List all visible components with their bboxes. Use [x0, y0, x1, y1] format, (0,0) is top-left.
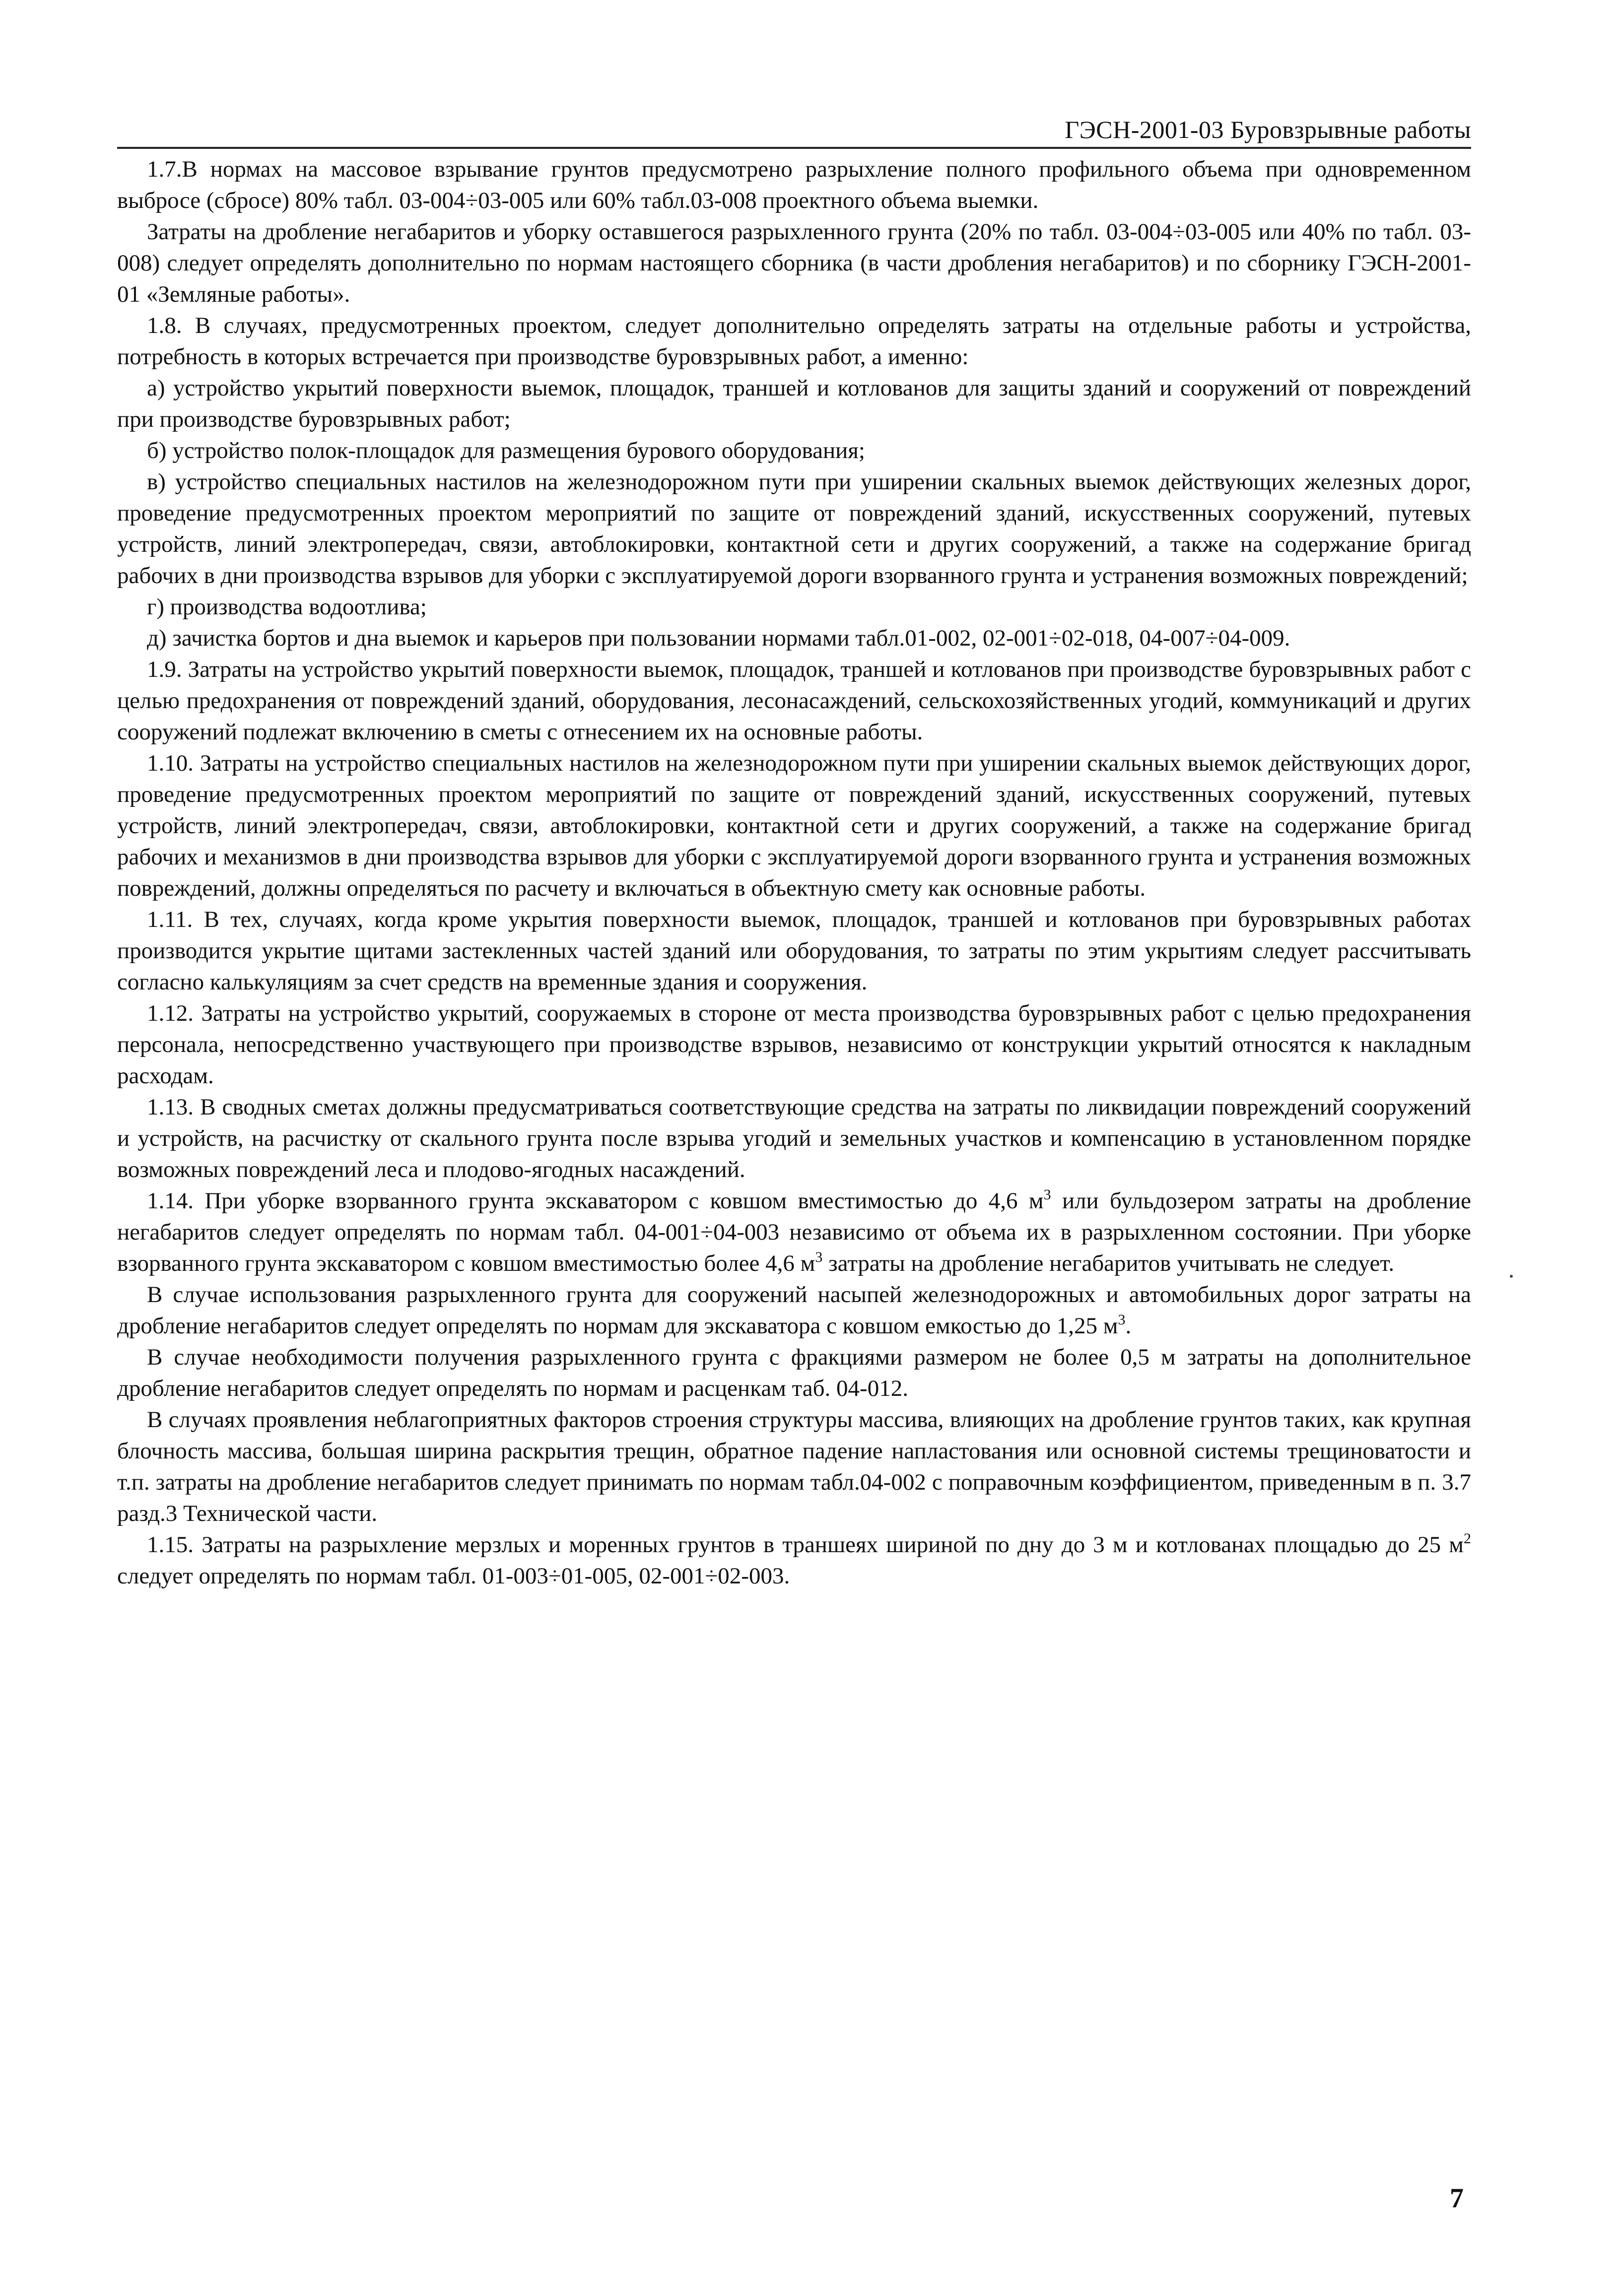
superscript-square: 2 [1464, 1530, 1471, 1547]
superscript-cube: 3 [815, 1249, 823, 1265]
paragraph-1-14-part3: затраты на дробление негабаритов учитывать не следует. [822, 1250, 1395, 1276]
paragraph-1-9: 1.9. Затраты на устройство укрытий поверхности выемок, площадок, траншей и котлованов при производстве буровзрывных работ с целью предохранения от повреждений зданий, оборудования, лесонасаждений, сельскохозяйственных угодий, коммуникаций и других сооружений подлежат включению в сметы с отнесением их на основные работы. [117, 656, 1471, 745]
paragraph-embankments [117, 1279, 1471, 1342]
page-header [117, 115, 1471, 149]
superscript-cube: 3 [1043, 1186, 1051, 1203]
paragraph-1-15-part1: 1.15. Затраты на разрыхление мерзлых и моренных грунтов в траншеях шириной по дну до 3 м и котлованах площадью до 25 м [147, 1532, 1464, 1558]
paragraph-1-7-costs: Затраты на дробление негабаритов и уборку оставшегося разрыхленного грунта (20% по табл. 03-004÷03-005 или 40% по табл. 03-008) следует определять дополнительно по нормам настоящего сборника (в части дробления негабаритов) и по сборнику ГЭСН-2001-01 «Земляные работы». [117, 219, 1471, 307]
paragraph-embankments-end: . [1125, 1313, 1132, 1339]
list-item-b: б) устройство полок-площадок для размещения бурового оборудования; [147, 438, 865, 463]
header-title: ГЭСН-2001-03 Буровзрывные работы [1065, 116, 1471, 143]
list-item-g: г) производства водоотлива; [147, 594, 427, 620]
paragraph-1-14-part1: 1.14. При уборке взорванного грунта экскаватором с ковшом вместимостью до 4,6 м [147, 1188, 1044, 1214]
paragraph-1-14-part2: или бульдозером затраты на дробление негабаритов следует определять по нормам табл. 04-001÷04-003 независимо от объема их в разрыхленном состоянии. При уборке взорванного грунта экскаватором с ковшом вместимостью более 4,6 м [117, 1188, 1471, 1276]
paragraph-embankments-text: В случае использования разрыхленного грунта для сооружений насыпей железнодорожных и автомобильных дорог затраты на дробление негабаритов следует определять по нормам для экскаватора с ковшом емкостью до 1,25 м [117, 1282, 1471, 1339]
paragraph-fractions: В случае необходимости получения разрыхленного грунта с фракциями размером не более 0,5 м затраты на дополнительное дробление негабаритов следует определять по нормам и расценкам таб. 04-012. [117, 1344, 1471, 1401]
paragraph-1-13: 1.13. В сводных сметах должны предусматриваться соответствующие средства на затраты по ликвидации повреждений сооружений и устройств, на расчистку от скального грунта после взрыва угодий и земельных участков и компенсацию в установленном порядке возможных повреждений леса и плодово-ягодных насаждений. [117, 1094, 1471, 1182]
paragraph-1-15 [117, 1529, 1471, 1592]
scan-speck [1510, 1275, 1513, 1278]
paragraph-1-15-part2: следует определять по нормам табл. 01-003÷01-005, 02-001÷02-003. [117, 1563, 790, 1589]
superscript-cube: 3 [1118, 1312, 1126, 1328]
paragraph-1-12: 1.12. Затраты на устройство укрытий, сооружаемых в стороне от места производства буровзрывных работ с целью предохранения персонала, непосредственно участвующего при производстве взрывов, независимо от конструкции укрытий относятся к накладным расходам. [117, 1000, 1471, 1089]
paragraph-1-11: 1.11. В тех, случаях, когда кроме укрытия поверхности выемок, площадок, траншей и котлованов при буровзрывных работах производится укрытие щитами застекленных частей зданий или оборудования, то затраты по этим укрытиям следует рассчитывать согласно калькуляциям за счет средств на временные здания и сооружения. [117, 907, 1471, 995]
document-body [117, 154, 1471, 1592]
page-number: 7 [1450, 2183, 1464, 2214]
list-item-a: а) устройство укрытий поверхности выемок, площадок, траншей и котлованов для защиты зданий и сооружений от повреждений при производстве буровзрывных работ; [117, 375, 1471, 432]
paragraph-1-14 [117, 1185, 1471, 1279]
paragraph-1-7: 1.7.В нормах на массовое взрывание грунтов предусмотрено разрыхление полного профильного объема при одновременном выбросе (сбросе) 80% табл. 03-004÷03-005 или 60% табл.03-008 проектного объема выемки. [117, 156, 1471, 213]
list-item-v: в) устройство специальных настилов на железнодорожном пути при уширении скальных выемок действующих железных дорог, проведение предусмотренных проектом мероприятий по защите от повреждений зданий, искусственных сооружений, путевых устройств, линий электропередач, связи, автоблокировки, контактной сети и других сооружений, а также на содержание бригад рабочих в дни производства взрывов для уборки с эксплуатируемой дороги взорванного грунта и устранения возможных повреждений; [117, 469, 1471, 589]
paragraph-1-8: 1.8. В случаях, предусмотренных проектом, следует дополнительно определять затраты на отдельные работы и устройства, потребность в которых встречается при производстве буровзрывных работ, а именно: [117, 313, 1471, 370]
paragraph-1-10: 1.10. Затраты на устройство специальных настилов на железнодорожном пути при уширении скальных выемок действующих дорог, проведение предусмотренных проектом мероприятий по защите от повреждений зданий, искусственных сооружений, путевых устройств, линий электропередач, связи, автоблокировки, контактной сети и других сооружений, а также на содержание бригад рабочих и механизмов в дни производства взрывов для уборки с эксплуатируемой дороги взорванного грунта и устранения возможных повреждений, должны определяться по расчету и включаться в объектную смету как основные работы. [117, 750, 1471, 901]
list-item-d: д) зачистка бортов и дна выемок и карьеров при пользовании нормами табл.01-002, 02-001÷02-018, 04-007÷04-009. [147, 625, 1290, 651]
paragraph-adverse-factors: В случаях проявления неблагоприятных факторов строения структуры массива, влияющих на дробление грунтов таких, как крупная блочность массива, большая ширина раскрытия трещин, обратное падение напластования или основной системы трещиноватости и т.п. затраты на дробление негабаритов следует принимать по нормам табл.04-002 с поправочным коэффициентом, приведенным в п. 3.7 разд.3 Технической части. [117, 1407, 1471, 1526]
